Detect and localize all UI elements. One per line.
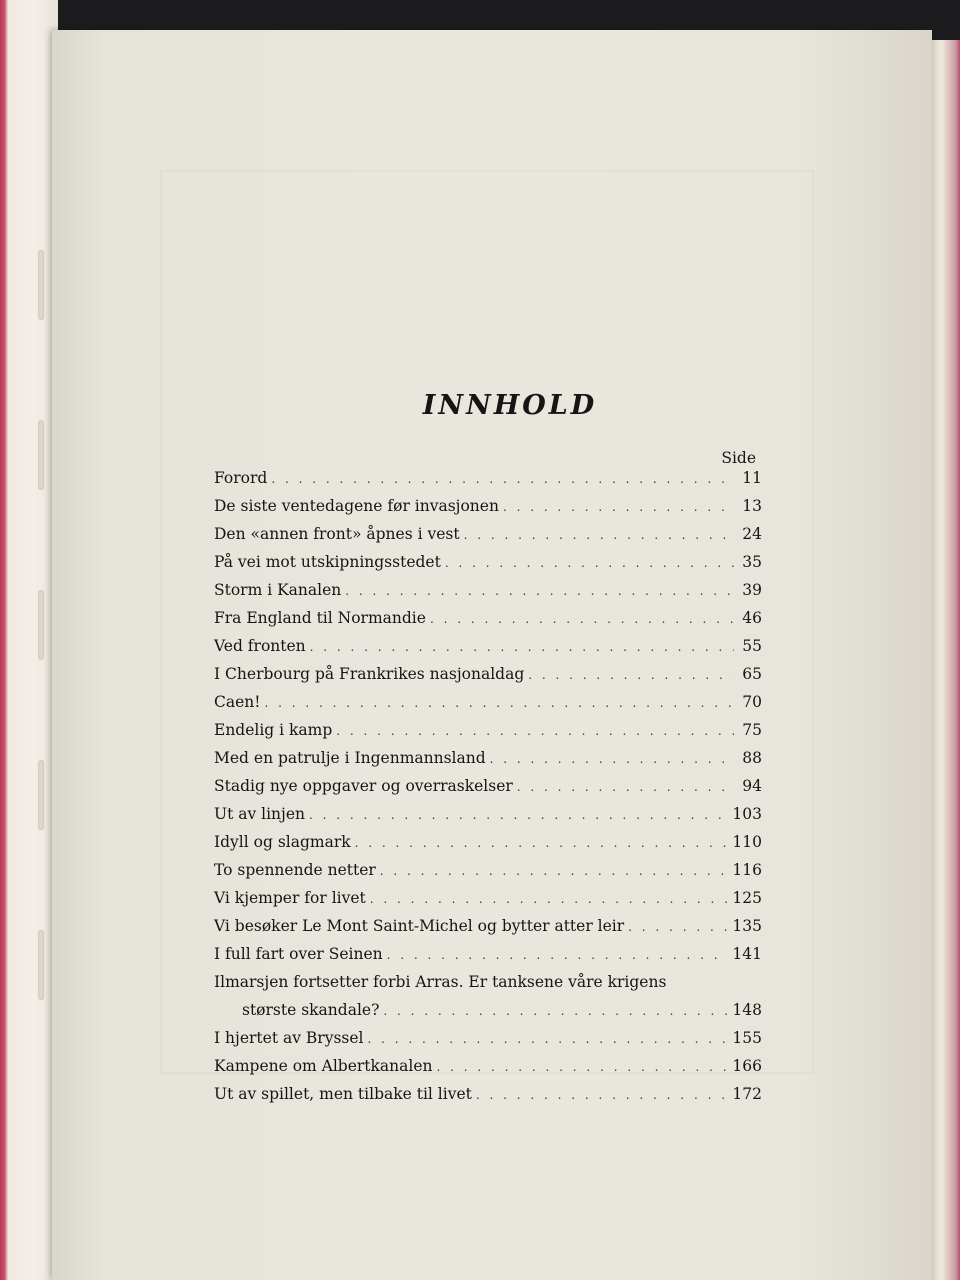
dot-leader <box>309 808 728 822</box>
toc-entry-title: De siste ventedagene før invasjonen <box>214 497 499 515</box>
dot-leader <box>370 892 729 906</box>
toc-entry-page: 11 <box>742 469 762 487</box>
dot-leader <box>355 836 729 850</box>
table-of-contents <box>214 390 762 1113</box>
toc-entry-title: Stadig nye oppgaver og overraskelser <box>214 777 513 795</box>
toc-entry-page: 75 <box>742 721 762 739</box>
toc-entry <box>214 889 762 917</box>
toc-entry <box>214 749 762 777</box>
toc-entry <box>214 469 762 497</box>
toc-entry <box>214 1085 762 1113</box>
toc-entry-first-line <box>214 973 762 1001</box>
toc-entry <box>214 693 762 721</box>
toc-entry <box>214 581 762 609</box>
dot-leader <box>310 640 734 654</box>
dot-leader <box>528 668 734 682</box>
toc-entry <box>214 1057 762 1085</box>
dot-leader <box>345 584 734 598</box>
toc-entry <box>214 917 762 945</box>
dot-leader <box>383 1004 728 1018</box>
binding-stitch <box>38 590 44 660</box>
toc-entry-title: Med en patrulje i Ingenmannsland <box>214 749 486 767</box>
toc-entry-page: 110 <box>732 833 762 851</box>
toc-entry <box>214 497 762 525</box>
dot-leader <box>503 500 734 514</box>
dot-leader <box>368 1032 729 1046</box>
toc-entry-title: Endelig i kamp <box>214 721 333 739</box>
toc-entry-page: 148 <box>732 1001 762 1019</box>
toc-entry-page: 65 <box>742 665 762 683</box>
dot-leader <box>271 472 734 486</box>
dot-leader <box>380 864 729 878</box>
binding-stitch <box>38 760 44 830</box>
toc-entry-title: Storm i Kanalen <box>214 581 342 599</box>
binding-stitch <box>38 420 44 490</box>
toc-entry <box>214 609 762 637</box>
toc-entry-page: 13 <box>742 497 762 515</box>
binding-stitch <box>38 930 44 1000</box>
dot-leader <box>265 696 735 710</box>
toc-entry-title: Idyll og slagmark <box>214 833 351 851</box>
toc-entry-page: 39 <box>742 581 762 599</box>
toc-entry-title: I full fart over Seinen <box>214 945 383 963</box>
toc-entry <box>214 525 762 553</box>
toc-entry-page: 155 <box>732 1029 762 1047</box>
toc-entry-title: I Cherbourg på Frankrikes nasjonaldag <box>214 665 525 683</box>
toc-entry-page: 125 <box>732 889 762 907</box>
toc-entry-title: Den «annen front» åpnes i vest <box>214 525 460 543</box>
dot-leader <box>490 752 734 766</box>
toc-entry <box>214 637 762 665</box>
toc-entry-title: Ved fronten <box>214 637 306 655</box>
toc-entry <box>214 721 762 749</box>
toc-entry-title: På vei mot utskipningsstedet <box>214 553 441 571</box>
toc-title: INNHOLD <box>422 390 598 421</box>
toc-entry-title: Vi besøker Le Mont Saint-Michel og bytter atter leir <box>214 917 625 935</box>
dot-leader <box>437 1060 729 1074</box>
toc-entry-page: 94 <box>742 777 762 795</box>
toc-entry-page: 103 <box>732 805 762 823</box>
toc-entry-page: 88 <box>742 749 762 767</box>
toc-entry-title: Kampene om Albertkanalen <box>214 1057 433 1075</box>
toc-entry-page: 70 <box>742 693 762 711</box>
toc-entry-title: I hjertet av Bryssel <box>214 1029 364 1047</box>
toc-entry <box>214 945 762 973</box>
toc-entry-title: Caen! <box>214 693 261 711</box>
toc-entry <box>214 833 762 861</box>
toc-entry-title: Ut av linjen <box>214 805 306 823</box>
toc-entry-page: 46 <box>742 609 762 627</box>
toc-entry-title: Vi kjemper for livet <box>214 889 366 907</box>
dot-leader <box>464 528 734 542</box>
dot-leader <box>517 780 734 794</box>
binding-stitch <box>38 250 44 320</box>
toc-entry <box>214 553 762 581</box>
toc-entry-page: 135 <box>732 917 762 935</box>
dot-leader <box>445 556 734 570</box>
dot-leader <box>336 724 734 738</box>
book-page-edges <box>930 40 960 1280</box>
dot-leader <box>430 612 734 626</box>
toc-entry-continuation <box>214 1001 762 1029</box>
dot-leader <box>628 920 728 934</box>
toc-entry-title: Fra England til Normandie <box>214 609 426 627</box>
toc-entry-page: 141 <box>732 945 762 963</box>
dot-leader <box>476 1088 729 1102</box>
toc-entry-page: 166 <box>732 1057 762 1075</box>
toc-entry-title: Ut av spillet, men tilbake til livet <box>214 1085 472 1103</box>
toc-entry-page: 55 <box>742 637 762 655</box>
toc-entry <box>214 805 762 833</box>
dot-leader <box>387 948 729 962</box>
book-cover-edge <box>0 0 58 1280</box>
toc-entry-page: 35 <box>742 553 762 571</box>
toc-entry <box>214 777 762 805</box>
toc-entry-page: 172 <box>732 1085 762 1103</box>
page-column-label: Side <box>721 449 756 467</box>
toc-entry-title: Forord <box>214 469 268 487</box>
toc-entry <box>214 861 762 889</box>
toc-entry-title: To spennende netter <box>214 861 376 879</box>
toc-entry <box>214 665 762 693</box>
toc-entry-page: 24 <box>742 525 762 543</box>
toc-entry-title: største skandale? <box>242 1001 380 1019</box>
toc-entry <box>214 1029 762 1057</box>
toc-entry-page: 116 <box>732 861 762 879</box>
toc-entry-title: Ilmarsjen fortsetter forbi Arras. Er tanksene våre krigens <box>214 973 667 991</box>
